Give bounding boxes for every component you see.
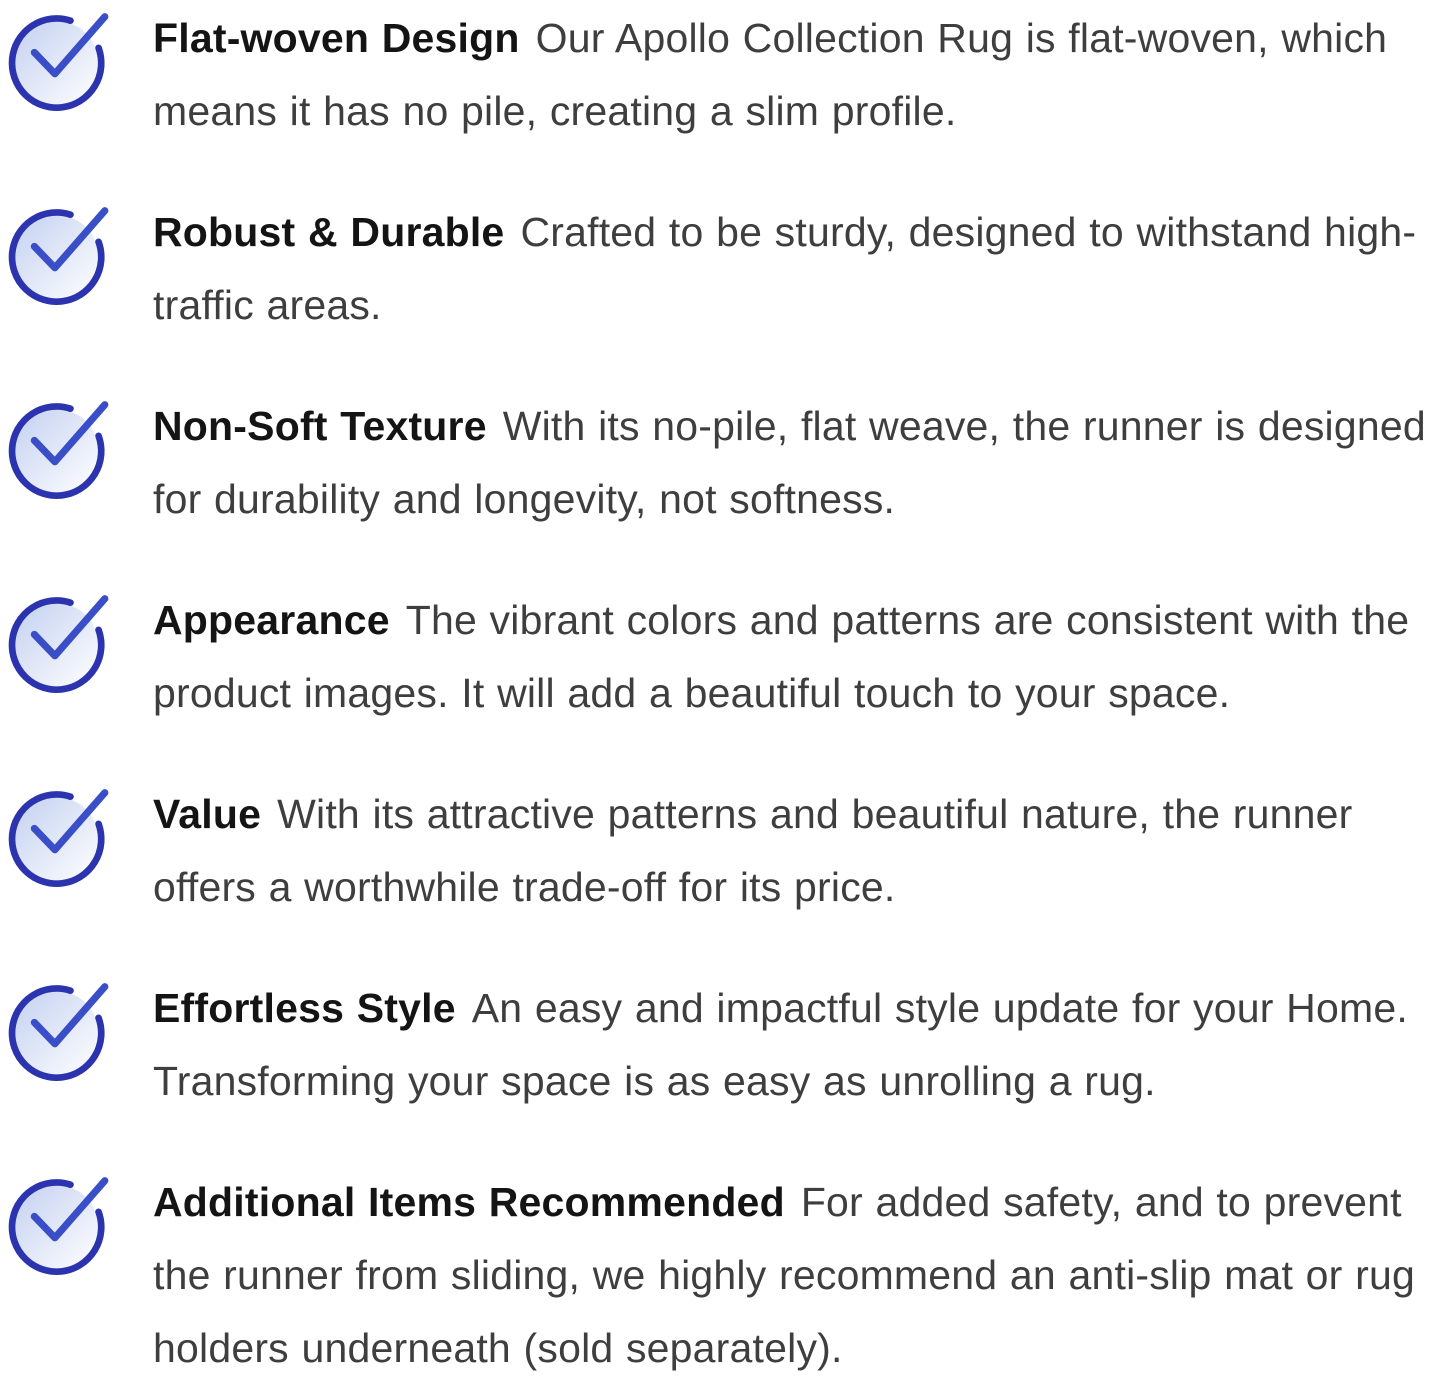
- feature-body: Our Apollo Collection Rug is flat-woven, which means it has no pile, creating a slim profile.: [153, 15, 1388, 134]
- feature-item: [0, 778, 1445, 924]
- feature-item: [0, 2, 1445, 148]
- feature-text: [153, 1166, 1445, 1385]
- feature-item: [0, 972, 1445, 1118]
- feature-text: [153, 2, 1445, 148]
- feature-heading: Robust & Durable: [153, 209, 505, 255]
- feature-item: [0, 196, 1445, 342]
- feature-text: [153, 778, 1445, 924]
- feature-heading: Non-Soft Texture: [153, 403, 487, 449]
- checkmark-icon: [4, 1166, 120, 1290]
- feature-item: [0, 584, 1445, 730]
- checkmark-icon: [4, 584, 120, 708]
- checkmark-icon: [4, 972, 120, 1096]
- feature-body: Crafted to be sturdy, designed to withstand high-traffic areas.: [153, 209, 1417, 328]
- feature-item: [0, 390, 1445, 536]
- checkmark-icon: [4, 2, 120, 126]
- feature-heading: Value: [153, 791, 262, 837]
- feature-text: [153, 972, 1445, 1118]
- feature-heading: Effortless Style: [153, 985, 456, 1031]
- checkmark-icon: [4, 778, 120, 902]
- feature-body: For added safety, and to prevent the runner from sliding, we highly recommend an anti-slip mat or rug holders underneath (sold separately).: [153, 1179, 1415, 1371]
- feature-body: The vibrant colors and patterns are consistent with the product images. It will add a beautiful touch to your space.: [153, 597, 1410, 716]
- feature-heading: Appearance: [153, 597, 390, 643]
- feature-text: [153, 196, 1445, 342]
- checkmark-icon: [4, 390, 120, 514]
- feature-body: An easy and impactful style update for your Home. Transforming your space is as easy as unrolling a rug.: [153, 985, 1408, 1104]
- feature-item: [0, 1166, 1445, 1385]
- feature-heading: Flat-woven Design: [153, 15, 520, 61]
- feature-heading: Additional Items Recommended: [153, 1179, 785, 1225]
- feature-body: With its attractive patterns and beautiful nature, the runner offers a worthwhile trade-off for its price.: [153, 791, 1353, 910]
- checkmark-icon: [4, 196, 120, 320]
- feature-body: With its no-pile, flat weave, the runner is designed for durability and longevity, not softness.: [153, 403, 1426, 522]
- feature-text: [153, 584, 1445, 730]
- feature-text: [153, 390, 1445, 536]
